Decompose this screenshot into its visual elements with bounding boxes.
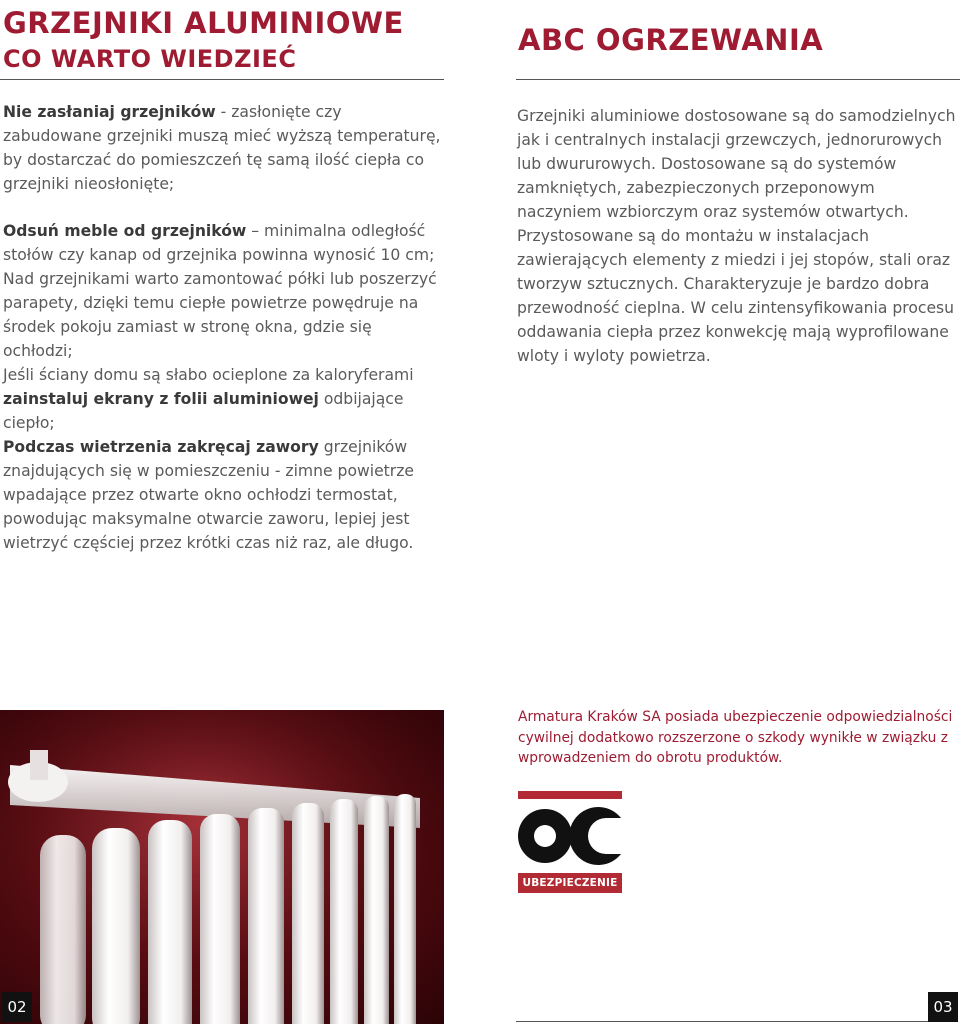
page-number-right: 03 [928, 992, 958, 1022]
logo-caption: UBEZPIECZENIE [518, 873, 622, 893]
footer-rule [516, 1021, 928, 1022]
tip-4-text: odbijające ciepło; [3, 390, 404, 432]
title-divider-left [0, 79, 444, 80]
tip-paragraph-5 [3, 435, 443, 555]
tip-paragraph-3 [3, 267, 443, 363]
page-title: GRZEJNIKI ALUMINIOWE [3, 6, 404, 40]
radiator-photo [0, 710, 444, 1024]
section-body: Grzejniki aluminiowe dostosowane są do samodzielnych jak i centralnych instalacji grzewczych, jednorurowych lub dwururowych. Dostosowane są do systemów zamkniętych, zabezpieczonych przeponowym naczyniem wzbiorczym oraz systemów otwartych. Przystosowane są do montażu w instalacjach zawierających elementy z miedzi i jej stopów, stali oraz tworzyw sztucznych. Charakteryzuje je bardzo dobra przewodność cieplna. W celu zintensyfikowania procesu oddawania ciepła przez konwekcję mają wyprofilowane wloty i wyloty powietrza. [517, 107, 956, 365]
tip-paragraph-2 [3, 219, 443, 267]
tip-paragraph-4 [3, 363, 443, 435]
tip-3-text: Nad grzejnikami warto zamontować półki lub poszerzyć parapety, dzięki temu ciepłe powietrze powędruje na środek pokoju zamiast w stronę okna, gdzie się ochłodzi; [3, 270, 437, 360]
logo-top-bar [518, 791, 622, 799]
tip-2-bold: Odsuń meble od grzejników [3, 222, 247, 240]
tip-5-bold: Podczas wietrzenia zakręcaj zawory [3, 438, 319, 456]
page-number-left: 02 [2, 992, 32, 1022]
tip-1-text: - zasłonięte czy zabudowane grzejniki muszą mieć wyższą temperaturę, by dostarczać do pomieszczeń tę samą ilość ciepła co grzejniki nieosłonięte; [3, 103, 441, 193]
tip-1-bold: Nie zasłaniaj grzejników [3, 103, 216, 121]
tip-paragraph-1 [3, 100, 443, 196]
tip-5-text: grzejników znajdujących się w pomieszczeniu - zimne powietrze wpadające przez otwarte okno ochłodzi termostat, powodując maksymalne otwarcie zaworu, lepiej jest wietrzyć częściej przez krótki czas niż raz, ale długo. [3, 438, 414, 552]
insurance-note: Armatura Kraków SA posiada ubezpieczenie odpowiedzialności cywilnej dodatkowo rozszerzone o szkody wynikłe w związku z wprowadzeniem do obrotu produktów. [518, 709, 953, 766]
section-title: ABC OGRZEWANIA [518, 23, 824, 57]
page-subtitle: CO WARTO WIEDZIEĆ [3, 45, 297, 73]
title-divider-right [516, 79, 960, 80]
oc-logo-mark [518, 804, 622, 868]
tip-4-pre: Jeśli ściany domu są słabo ocieplone za kaloryferami [3, 366, 414, 384]
oc-insurance-logo [518, 791, 622, 893]
tip-4-bold: zainstaluj ekrany z folii aluminiowej [3, 390, 319, 408]
radiator-illustration [0, 710, 444, 1024]
tip-2-text: – minimalna odległość stołów czy kanap od grzejnika powinna wynosić 10 cm; [3, 222, 435, 264]
